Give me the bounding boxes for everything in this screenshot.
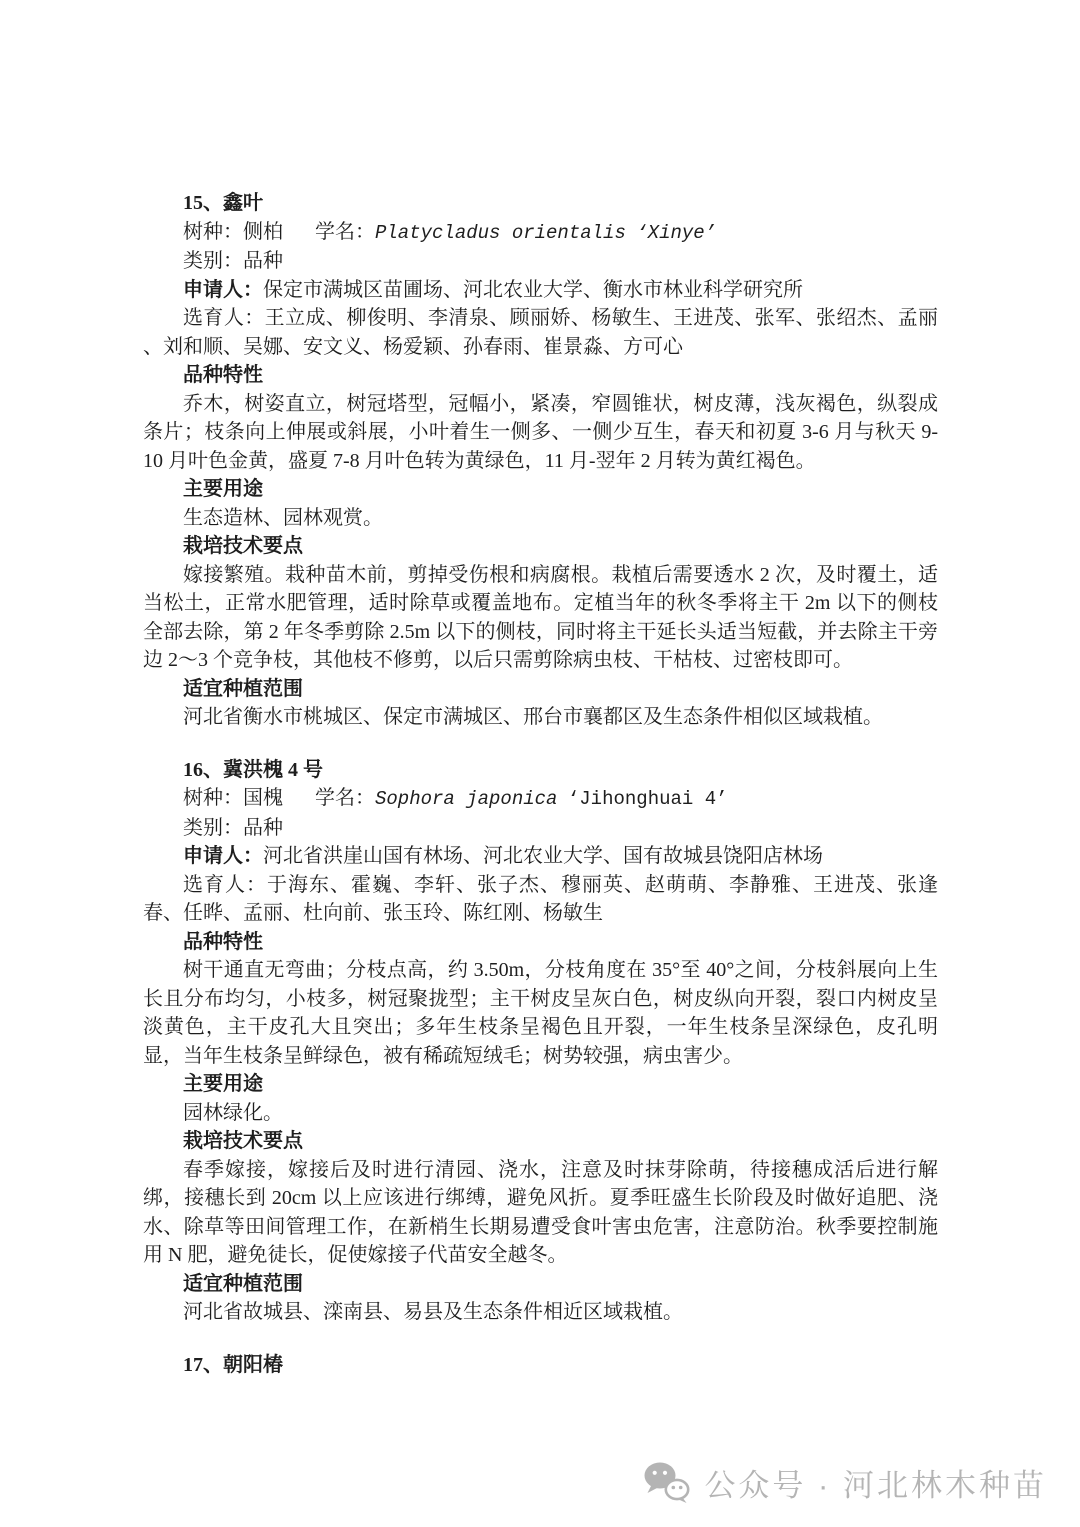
- applicant-label: 申请人：: [183, 845, 263, 867]
- breeders-line: [143, 304, 938, 361]
- latin-name-label: 学名：: [315, 220, 375, 243]
- use-heading: 主要用途: [183, 1073, 263, 1095]
- traits-heading: 品种特性: [183, 930, 263, 953]
- range-heading: 适宜种植范围: [183, 1272, 303, 1295]
- use-paragraph: 生态造林、园林观赏。: [183, 506, 383, 529]
- species-label: 树种：: [183, 787, 243, 809]
- cultivar-name: ‘Jihonghuai 4’: [567, 788, 728, 810]
- breeders-label: 选育人：: [183, 307, 265, 329]
- technique-paragraph: 春季嫁接，嫁接后及时进行清园、浇水，注意及时抹芽除萌，待接穗成活后进行解绑，接穗长到 20cm 以上应该进行绑缚，避免风折。夏季旺盛生长阶段及时做好追肥、浇水、除草等田间管理工作，在新梢生长期易遭受食叶害虫危害，注意防治。秋季要控制施用 N 肥，避免徒长，促使嫁接子代苗安全越冬。: [143, 1158, 938, 1266]
- applicant-line: [143, 276, 938, 305]
- cultivar-name: ‘Xinye’: [636, 221, 717, 244]
- category-value: 品种: [243, 816, 283, 839]
- species-value: 侧柏: [243, 220, 283, 243]
- latin-name: Sophora japonica: [375, 788, 558, 810]
- range-paragraph: 河北省衡水市桃城区、保定市满城区、邢台市襄都区及生态条件相似区域栽植。: [183, 706, 883, 728]
- latin-name-label: 学名：: [315, 787, 375, 809]
- traits-heading: 品种特性: [183, 364, 263, 386]
- section-title: 15、鑫叶: [183, 192, 263, 214]
- technique-heading: 栽培技术要点: [183, 535, 303, 557]
- technique-heading: 栽培技术要点: [183, 1130, 303, 1152]
- use-paragraph: 园林绿化。: [183, 1101, 283, 1124]
- category-line: [143, 247, 938, 276]
- traits-paragraph: 乔木，树姿直立，树冠塔型，冠幅小，紧凑，窄圆锥状，树皮薄，浅灰褐色，纵裂成条片；枝条向上伸展或斜展，小叶着生一侧多、一侧少互生，春天和初夏 3-6 月与秋天 9-10 月叶色金黄，盛夏 7-8 月叶色转为黄绿色，11 月-翌年 2 月转为黄红褐色。: [143, 392, 938, 472]
- technique-paragraph: 嫁接繁殖。栽种苗木前，剪掉受伤根和病腐根。栽植后需要透水 2 次，及时覆土，适当松土，正常水肥管理，适时除草或覆盖地布。定植当年的秋冬季将主干 2m 以下的侧枝全部去除，第 2 年冬季剪除 2.5m 以下的侧枝，同时将主干延长头适当短截，并去除主干旁边 2～3 个竞争枝，其他枝不修剪，以后只需剪除病虫枝、干枯枝、过密枝即可。: [143, 563, 938, 671]
- applicant-value: 河北省洪崖山国有林场、河北农业大学、国有故城县饶阳店林场: [263, 845, 823, 867]
- range-paragraph: 河北省故城县、滦南县、易县及生态条件相近区域栽植。: [183, 1301, 683, 1323]
- species-label: 树种：: [183, 220, 243, 243]
- section-title: 16、冀洪槐 4 号: [183, 758, 323, 781]
- applicant-label: 申请人：: [183, 278, 263, 301]
- category-line: [143, 814, 938, 843]
- species-line: [143, 784, 938, 814]
- category-label: 类别：: [183, 250, 243, 272]
- breeders-label: 选育人：: [183, 873, 267, 896]
- section-title: 17、朝阳椿: [183, 1353, 283, 1376]
- breeders-value: 于海东、霍巍、李轩、张子杰、穆丽英、赵萌萌、李静雅、王进茂、张逢春、任晔、孟丽、杜向前、张玉玲、陈红刚、杨敏生: [143, 873, 938, 924]
- category-label: 类别：: [183, 816, 243, 839]
- species-line: [143, 218, 938, 248]
- variety-section-17: [143, 1351, 938, 1380]
- species-value: 国槐: [243, 787, 283, 809]
- latin-name: Platycladus orientalis: [375, 221, 626, 244]
- applicant-value: 保定市满城区苗圃场、河北农业大学、衡水市林业科学研究所: [263, 278, 803, 301]
- applicant-line: [143, 842, 938, 871]
- traits-paragraph: 树干通直无弯曲；分枝点高，约 3.50m，分枝角度在 35°至 40°之间，分枝斜展向上生长且分布均匀，小枝多，树冠聚拢型；主干树皮呈灰白色，树皮纵向开裂，裂口内树皮呈淡黄色，主干皮孔大且突出；多年生枝条呈褐色且开裂，一年生枝条呈深绿色，皮孔明显，当年生枝条呈鲜绿色，被有稀疏短绒毛；树势较强，病虫害少。: [143, 959, 938, 1067]
- variety-section-16: [143, 756, 938, 1327]
- range-heading: 适宜种植范围: [183, 677, 303, 700]
- breeders-value: 王立成、柳俊明、李清泉、顾丽娇、杨敏生、王进茂、张军、张绍杰、孟丽 、刘和顺、吴娜、安文义、杨爱颖、孙春雨、崔景淼、方可心: [143, 307, 939, 358]
- use-heading: 主要用途: [183, 478, 263, 500]
- category-value: 品种: [243, 250, 283, 272]
- breeders-line: [143, 871, 938, 928]
- variety-section-15: [143, 189, 938, 732]
- wechat-icon: [644, 1462, 691, 1504]
- wechat-watermark: [644, 1460, 1047, 1505]
- watermark-text: 公众号 · 河北林木种苗: [704, 1468, 1047, 1503]
- document-body: [143, 189, 938, 1379]
